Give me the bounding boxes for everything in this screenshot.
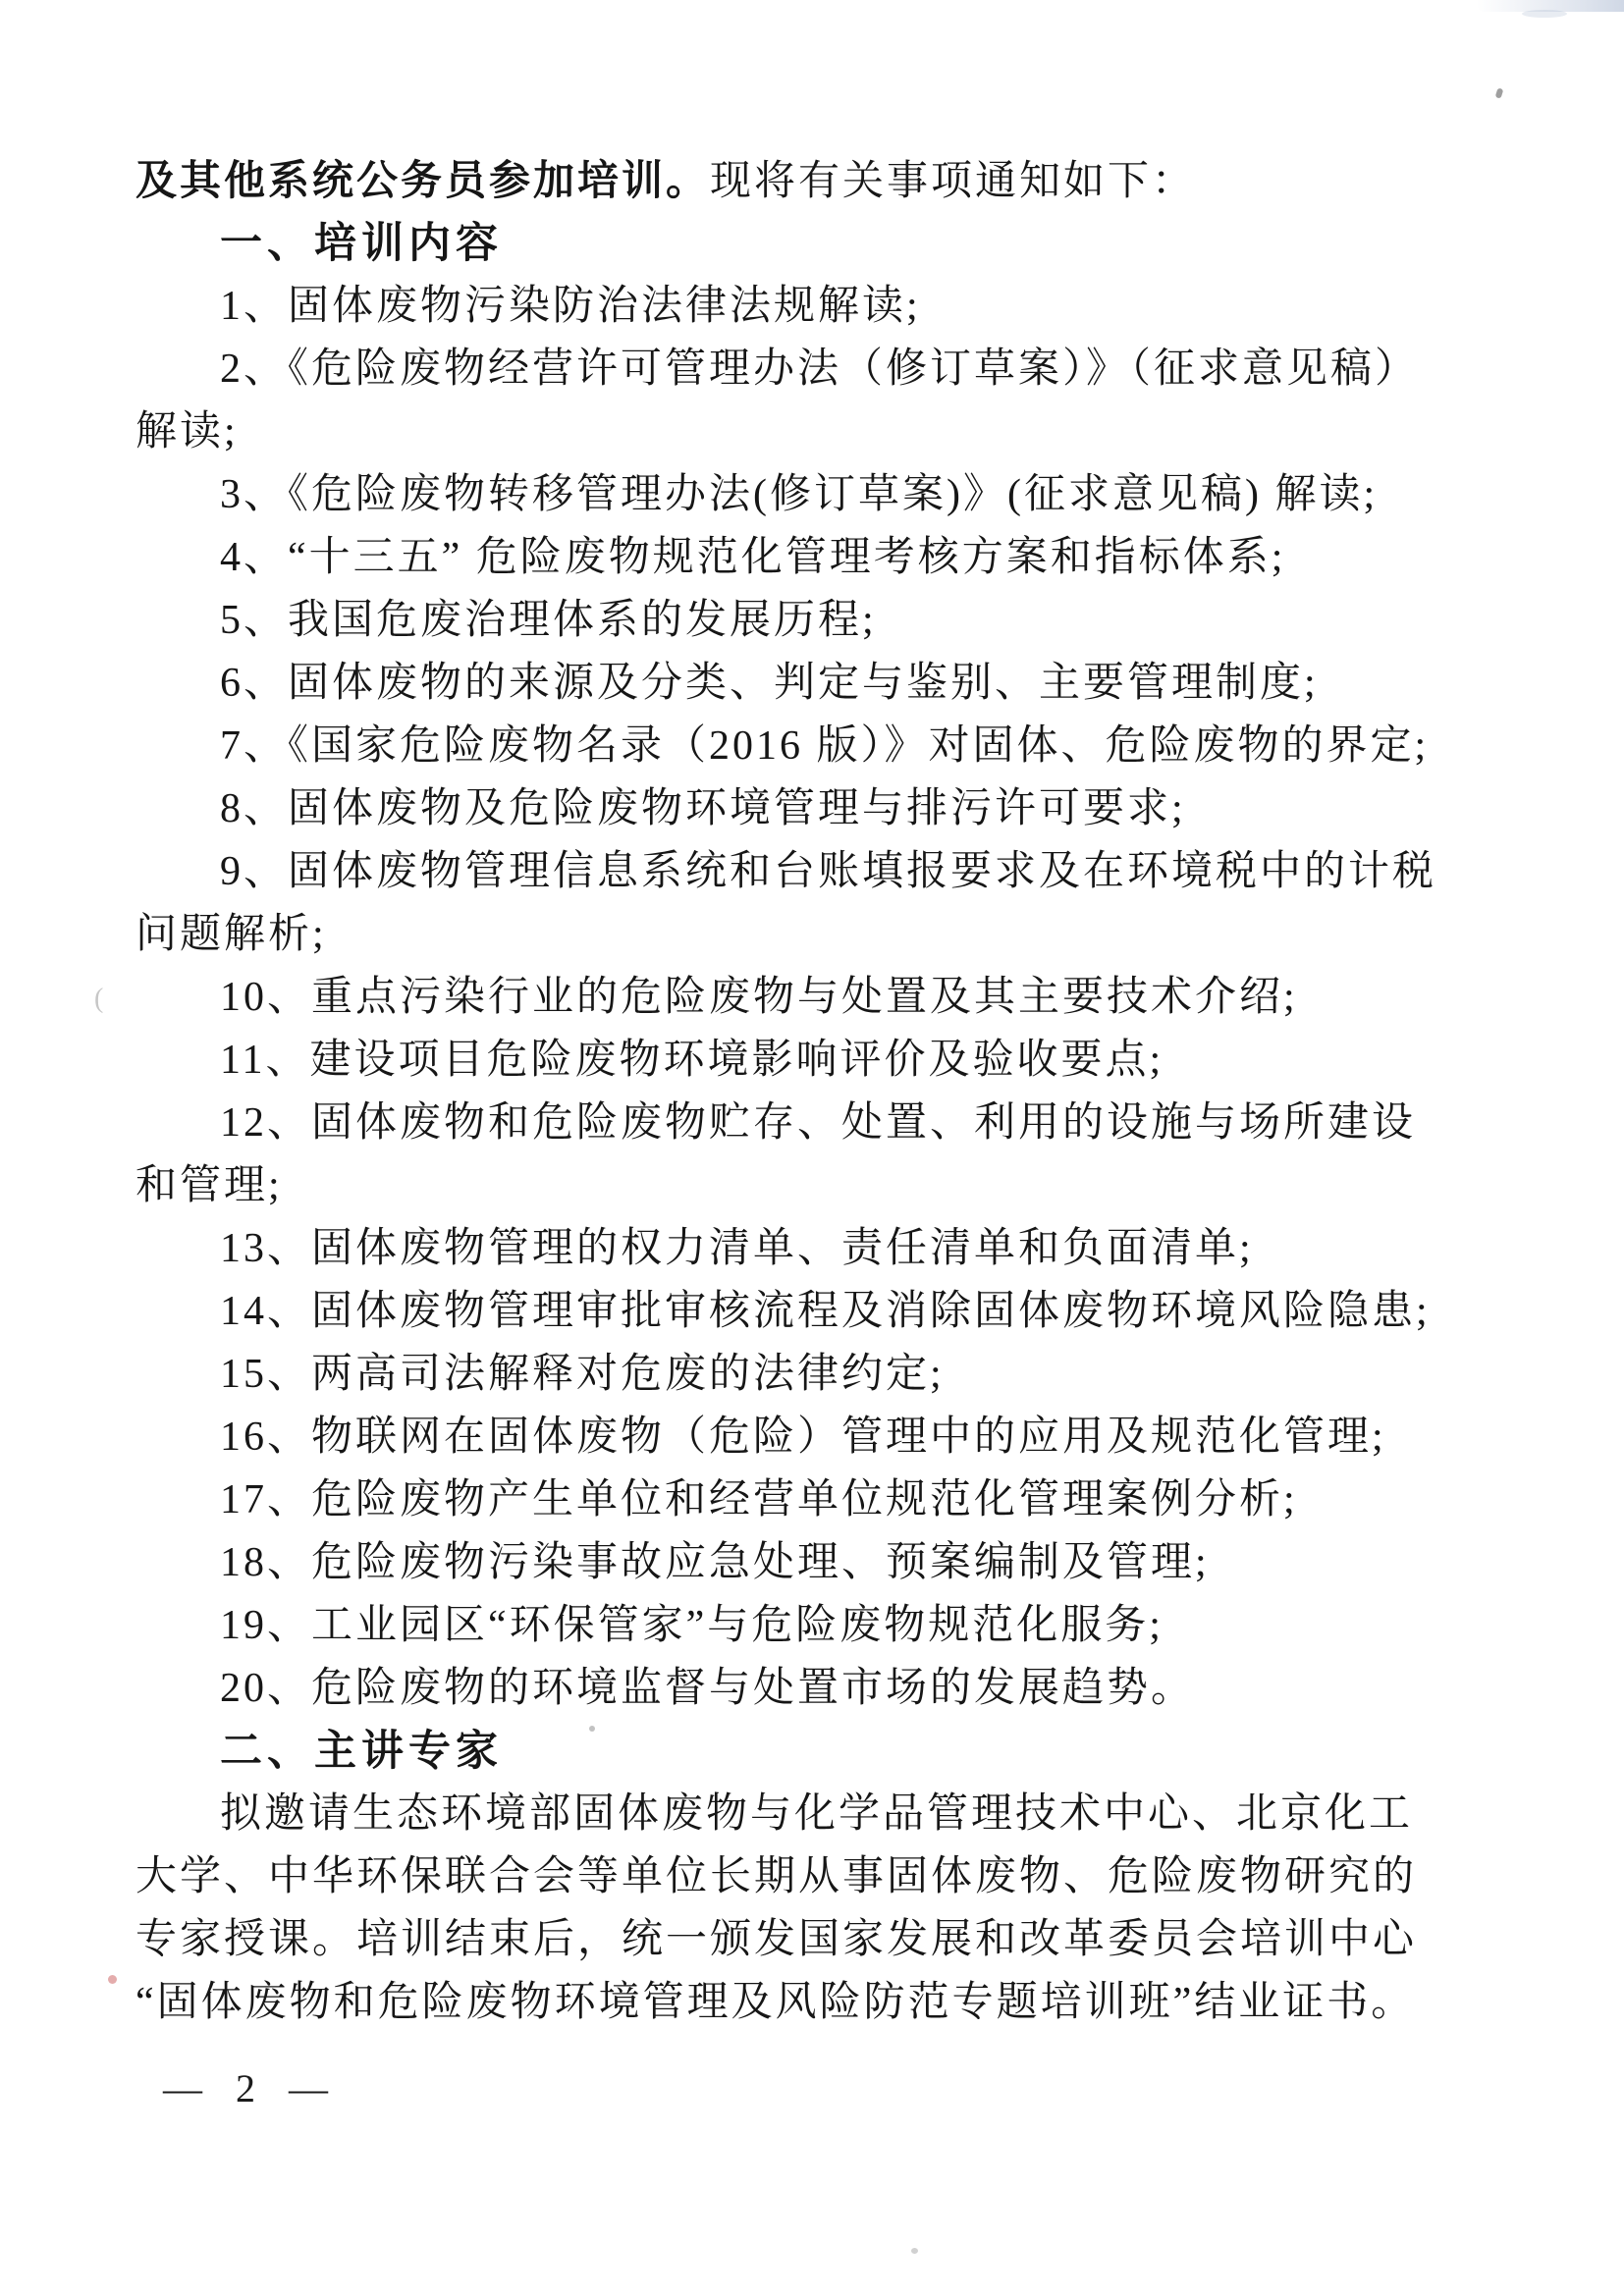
text-run: 13、固体废物管理的权力清单、责任清单和负面清单; [220,1226,1254,1271]
list-item-12-continuation [135,1154,1540,1217]
text-run: “固体废物和危险废物环境管理及风险防范专题培训班”结业证书。 [135,1980,1416,2025]
text-run: 18、危险废物污染事故应急处理、预案编制及管理; [220,1540,1210,1585]
list-item-2 [135,338,1540,400]
text-run: 9、固体废物管理信息系统和台账填报要求及在环境税中的计税 [220,849,1437,894]
text-run: 17、危险废物产生单位和经营单位规范化管理案例分析; [220,1477,1298,1522]
list-item-12 [135,1092,1540,1154]
list-item-6 [135,652,1540,715]
text-run: 7、《国家危险废物名录（2016 版）》对固体、危险废物的界定; [220,723,1430,769]
section-heading-1 [135,212,1540,275]
text-run: 5、我国危废治理体系的发展历程; [220,598,877,643]
text-run: 20、危险废物的环境监督与处置市场的发展趋势。 [220,1666,1196,1711]
list-item-9 [135,840,1540,903]
scan-speck-artifact [1495,87,1504,98]
paragraph-line [135,1845,1540,1908]
list-item-14 [135,1280,1540,1343]
text-run: 16、物联网在固体废物（危险）管理中的应用及规范化管理; [220,1415,1386,1460]
text-run: 现将有关事项通知如下： [710,159,1197,204]
list-item-8 [135,777,1540,840]
paragraph-line [135,1971,1540,2034]
list-item-2-continuation [135,400,1540,463]
page-number: — 2 — [163,2066,340,2110]
list-item-17 [135,1468,1540,1531]
bold-text-run: 及其他系统公务员参加培训。 [135,157,711,203]
list-item-1 [135,275,1540,338]
text-run: 10、重点污染行业的危险废物与处置及其主要技术介绍; [220,975,1298,1020]
text-run: 14、固体废物管理审批审核流程及消除固体废物环境风险隐患; [220,1289,1431,1334]
list-item-19 [135,1594,1540,1657]
list-item-18 [135,1531,1540,1594]
bold-text-run: 一、培训内容 [220,220,503,267]
text-run: 19、工业园区“环保管家”与危险废物规范化服务; [220,1603,1164,1648]
text-run: 专家授课。培训结束后，统一颁发国家发展和改革委员会培训中心 [135,1917,1418,1962]
paragraph-line [135,1783,1540,1845]
text-run: 大学、中华环保联合会等单位长期从事固体废物、危险废物研究的 [135,1854,1418,1899]
list-item-11 [135,1029,1540,1092]
text-run: 2、《危险废物经营许可管理办法（修订草案）》（征求意见稿） [220,347,1420,392]
text-run: 拟邀请生态环境部固体废物与化学品管理技术中心、北京化工 [220,1791,1414,1837]
paragraph-line [135,1908,1540,1971]
text-run: 6、固体废物的来源及分类、判定与鉴别、主要管理制度; [220,661,1319,706]
text-run: 4、“十三五” 危险废物规范化管理考核方案和指标体系; [220,535,1286,580]
list-item-7 [135,715,1540,777]
list-item-16 [135,1406,1540,1468]
scan-speck-artifact [108,1975,117,1984]
scan-smudge-artifact [1522,10,1567,18]
section-heading-2 [135,1720,1540,1783]
list-item-20 [135,1657,1540,1720]
scan-speck-artifact: ( [94,984,104,1014]
text-run: 8、固体废物及危险废物环境管理与排污许可要求; [220,786,1186,831]
list-item-9-continuation [135,903,1540,966]
list-item-5 [135,589,1540,652]
text-run: 11、建设项目危险废物环境影响评价及验收要点; [220,1038,1164,1083]
scan-speck-artifact [911,2248,918,2254]
text-run: 15、两高司法解释对危废的法律约定; [220,1352,945,1397]
scan-speck-artifact [589,1726,595,1732]
text-run: 问题解析; [135,912,327,957]
text-run: 和管理; [135,1163,283,1208]
text-run: 1、固体废物污染防治法律法规解读; [220,284,921,329]
list-item-15 [135,1343,1540,1406]
text-run: 12、固体废物和危险废物贮存、处置、利用的设施与场所建设 [220,1100,1417,1146]
text-run: 解读; [135,409,239,454]
list-item-3 [135,463,1540,526]
list-item-10 [135,966,1540,1029]
list-item-13 [135,1217,1540,1280]
body-line-continuation [135,149,1540,212]
text-run: 3、《危险废物转移管理办法(修订草案)》(征求意见稿) 解读; [220,472,1379,517]
document-body [135,149,1540,2034]
bold-text-run: 二、主讲专家 [220,1728,503,1775]
list-item-4 [135,526,1540,589]
